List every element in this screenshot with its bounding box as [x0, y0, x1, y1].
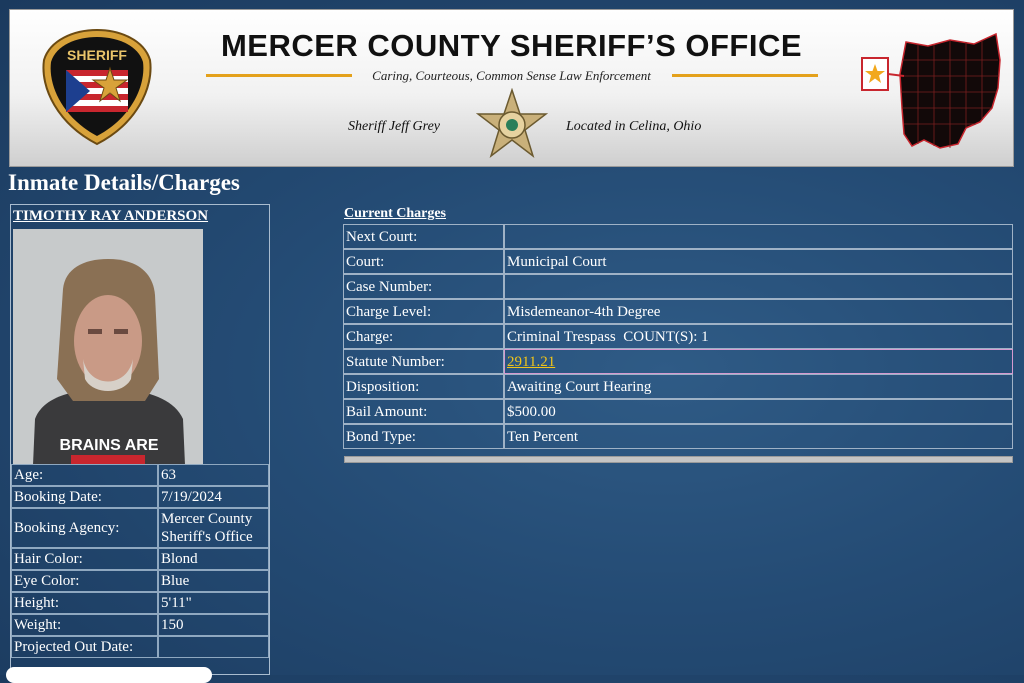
- shirt-text: BRAINS ARE: [59, 437, 159, 454]
- detail-value: [158, 636, 269, 658]
- detail-row-age: [11, 464, 269, 486]
- charge-value: Criminal Trespass COUNT(S): 1: [504, 324, 1013, 349]
- charge-row-bail-amount: [343, 399, 1013, 424]
- detail-label: Age:: [11, 464, 158, 486]
- detail-value: Mercer County Sheriff's Office: [158, 508, 269, 548]
- charge-row-court: [343, 249, 1013, 274]
- charge-label: Charge:: [343, 324, 504, 349]
- detail-value: 150: [158, 614, 269, 636]
- charge-value: Municipal Court: [504, 249, 1013, 274]
- badge-text: SHERIFF: [67, 47, 127, 63]
- charge-row-charge: [343, 324, 1013, 349]
- charge-label: Bail Amount:: [343, 399, 504, 424]
- detail-label: Booking Agency:: [11, 508, 158, 548]
- charge-row-case-number: [343, 274, 1013, 299]
- inmate-details-table: [11, 464, 269, 658]
- location-text: Located in Celina, Ohio: [566, 119, 702, 134]
- inmate-panel: [10, 204, 270, 675]
- detail-row-weight: [11, 614, 269, 636]
- charge-value: [504, 274, 1013, 299]
- header-banner: [9, 9, 1014, 167]
- detail-label: Projected Out Date:: [11, 636, 158, 658]
- charge-label: Bond Type:: [343, 424, 504, 449]
- page-title: Inmate Details/Charges: [8, 170, 240, 195]
- charge-row-bond-type: [343, 424, 1013, 449]
- detail-value: Blond: [158, 548, 269, 570]
- charge-value: Ten Percent: [504, 424, 1013, 449]
- sheriff-name: Sheriff Jeff Grey: [348, 119, 441, 134]
- detail-row-height: [11, 592, 269, 614]
- detail-row-hair-color: [11, 548, 269, 570]
- horizontal-scrollbar[interactable]: [344, 456, 1013, 463]
- charge-value: Awaiting Court Hearing: [504, 374, 1013, 399]
- ohio-map-icon: [858, 30, 1004, 154]
- charge-value: [504, 349, 1013, 374]
- detail-label: Booking Date:: [11, 486, 158, 508]
- detail-value: 5'11": [158, 592, 269, 614]
- charge-label: Disposition:: [343, 374, 504, 399]
- charge-value: $500.00: [504, 399, 1013, 424]
- charge-row-disposition: [343, 374, 1013, 399]
- charge-label: Charge Level:: [343, 299, 504, 324]
- inmate-name-link[interactable]: TIMOTHY RAY ANDERSON: [13, 208, 209, 224]
- charges-title: Current Charges: [344, 206, 447, 221]
- detail-value: 63: [158, 464, 269, 486]
- charge-value: Misdemeanor-4th Degree: [504, 299, 1013, 324]
- detail-row-eye-color: [11, 570, 269, 592]
- detail-row-booking-agency: [11, 508, 269, 548]
- charge-label: Statute Number:: [343, 349, 504, 374]
- detail-label: Height:: [11, 592, 158, 614]
- charge-row-statute-number: [343, 349, 1013, 374]
- charge-row-next-court: [343, 224, 1013, 249]
- detail-row-booking-date: [11, 486, 269, 508]
- detail-label: Weight:: [11, 614, 158, 636]
- statute-number-link[interactable]: 2911.21: [507, 354, 556, 370]
- detail-label: Hair Color:: [11, 548, 158, 570]
- site-title: MERCER COUNTY SHERIFF’S OFFICE: [220, 28, 803, 63]
- detail-row-projected-out-date: [11, 636, 269, 658]
- detail-value: Blue: [158, 570, 269, 592]
- charges-table: [343, 224, 1013, 449]
- detail-label: Eye Color:: [11, 570, 158, 592]
- inmate-photo: [13, 229, 203, 465]
- charge-label: Next Court:: [343, 224, 504, 249]
- charge-label: Case Number:: [343, 274, 504, 299]
- charge-value: [504, 224, 1013, 249]
- detail-value: 7/19/2024: [158, 486, 269, 508]
- sheriff-star-icon: [476, 88, 548, 160]
- charge-label: Court:: [343, 249, 504, 274]
- tagline: Caring, Courteous, Common Sense Law Enforcement: [372, 68, 651, 83]
- bottom-button[interactable]: [6, 667, 212, 683]
- charge-row-charge-level: [343, 299, 1013, 324]
